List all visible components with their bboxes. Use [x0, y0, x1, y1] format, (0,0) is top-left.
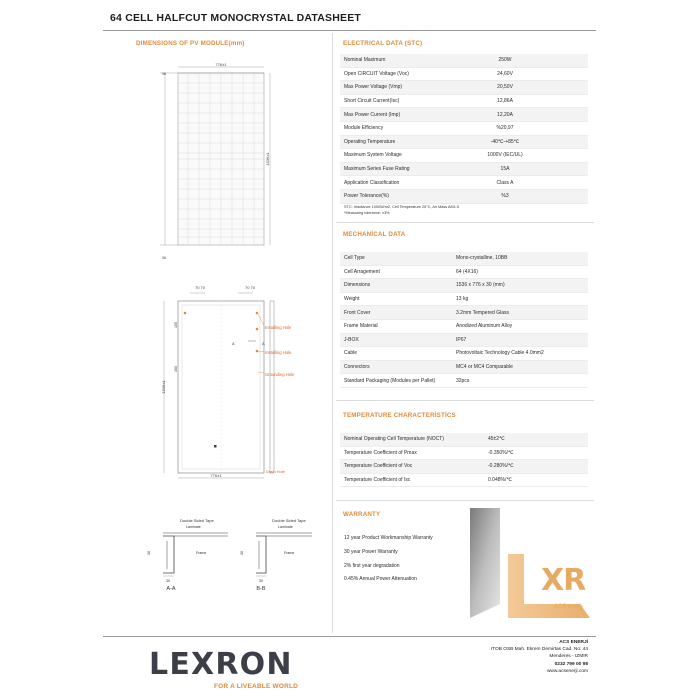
company-info: [491, 639, 588, 675]
list-item: 30 year Power Warranty: [344, 548, 398, 555]
front-view-drawing: [160, 62, 270, 260]
section-bb-laminate: Laminate: [278, 525, 293, 529]
datasheet-title: 64 CELL HALFCUT MONOCRYSTAL DATASHEET: [110, 12, 362, 24]
mechanical-section-title: MECHANİCAL DATA: [343, 231, 406, 238]
section-aa-height: 30: [147, 551, 151, 555]
front-width-label: 776±1: [215, 62, 227, 67]
section-divider: [336, 400, 594, 401]
table-row: Temperature Coefficient of Pmax -0.350%/℃: [340, 447, 588, 461]
back-top-right-dim: 70 70: [245, 285, 256, 290]
footer-divider: [103, 636, 596, 637]
table-row: Maximum Series Fuse Rating 15A: [340, 163, 588, 177]
section-aa-frame: Frame: [196, 551, 207, 555]
temperature-section-title: TEMPERATURE CHARACTERİSTİCS: [343, 412, 456, 419]
section-bb-frame: Frame: [284, 551, 295, 555]
section-aa-laminate: Laminate: [186, 525, 201, 529]
table-row: Temperature Coefficient of Isc 0.048%/℃: [340, 474, 588, 488]
table-row: Temperature Coefficient of Voc -0.280%/℃: [340, 460, 588, 474]
table-row: Cable Photovoltaic Technology Cable 4.0mm2: [340, 347, 588, 361]
warranty-section-title: WARRANTY: [343, 511, 381, 518]
table-row: Application Classification Class A: [340, 176, 588, 190]
company-address-1: ITOB OSB Mah. Ekrem Demirtas Cad. No: 44: [490, 647, 588, 653]
table-row: Max Power Current (Imp) 12,20A: [340, 108, 588, 122]
company-web[interactable]: www.acsenerji.com: [546, 668, 588, 674]
section-divider: [336, 500, 594, 501]
list-item: 12 year Product Workmanship Warranty: [344, 535, 433, 541]
section-bb-width: 30: [259, 579, 263, 583]
table-row: Power Tolerance(%) %3: [340, 190, 588, 204]
table-row: Maximum System Voltage 1000V (IEC/UL): [340, 149, 588, 163]
mechanical-table: [340, 252, 588, 388]
table-row: Cell Arragement 64 (4X16): [340, 266, 588, 280]
section-a-a-drawing: [147, 518, 228, 592]
header-divider: [103, 30, 596, 31]
temperature-table: [340, 433, 588, 487]
installing-hole-label-2: Installing Hole: [265, 350, 292, 355]
table-row: Max Power Voltage (Vmp) 20,50V: [340, 81, 588, 95]
electrical-table: [340, 54, 588, 204]
lexron-logo: LEXRON: [149, 647, 293, 682]
company-name: ACS ENERJİ: [559, 640, 588, 645]
section-bb-height: 30: [240, 551, 244, 555]
section-a-label-left: A: [232, 341, 235, 346]
grounding-hole-label: Grounding Hole: [265, 372, 295, 377]
section-divider: [336, 222, 594, 223]
table-row: Frame Material Anodized Aluminum Alloy: [340, 320, 588, 334]
section-aa-label: A-A: [166, 586, 176, 592]
list-item: 2% first year degradation: [344, 562, 400, 569]
table-row: Cell Type Mono-crystalline, 10BB: [340, 252, 588, 266]
xr-small-text: ACS enerji: [554, 604, 583, 610]
dim-105-label: 105: [174, 322, 178, 328]
electrical-section-title: ELECTRICAL DATA (STC): [343, 40, 423, 47]
back-width-label: 776±1: [210, 473, 222, 478]
list-item: 0.45% Annual Power Attenuation: [344, 576, 417, 583]
installing-hole-label-1: Installing Hole: [265, 325, 292, 330]
table-row: Weight 13 kg: [340, 293, 588, 307]
table-row: Module Efficiency %20,97: [340, 122, 588, 136]
table-row: Standard Packaging (Modules per Pallet) 32pcs: [340, 374, 588, 388]
module-drawings: [0, 33, 335, 638]
section-aa-width: 30: [166, 579, 170, 583]
back-height-label: 1536±1: [161, 380, 166, 394]
table-row: J-BOX IP67: [340, 334, 588, 348]
table-row: Operating Temperature -40℃-+85℃: [340, 136, 588, 150]
table-row: Dimensions 1536 x 776 x 30 (mm): [340, 279, 588, 293]
dimensions-section-title: DIMENSIONS OF PV MODULE(mm): [136, 40, 245, 47]
electrical-note: STC: Irradiance 1000W/m2, Cell Temperature 25°C, Air Mass AM1.5 *Measuring tolerance: ±3%: [344, 205, 459, 215]
section-b-b-drawing: [240, 518, 312, 592]
dim-350-label: 350: [174, 366, 178, 372]
section-aa-tape: Double Sided Tape: [180, 518, 214, 523]
back-top-left-dim: 70 70: [195, 285, 206, 290]
section-a-label-right: A: [262, 341, 265, 346]
section-bb-label: B-B: [256, 586, 266, 592]
warranty-list: [344, 535, 433, 590]
brand-tagline: FOR A LIVEABLE WORLD: [214, 683, 299, 690]
back-view-drawing: [161, 285, 295, 478]
front-height-label: 1536±1: [265, 152, 270, 166]
margin-bottom-label: 36: [162, 256, 166, 260]
section-bb-tape: Double Sided Tape: [272, 518, 306, 523]
table-row: Open CIRCUIT Voltage (Voc) 24,60V: [340, 68, 588, 82]
table-row: Nominal Operating Cell Temperature (NOCT) 45±2℃: [340, 433, 588, 447]
table-row: Nominal Maximum 250W: [340, 54, 588, 68]
xr-brand-text: XR: [541, 563, 586, 598]
table-row: Connectors MC4 or MC4 Comparable: [340, 361, 588, 375]
company-address-2: Menderes - IZMIR: [549, 654, 588, 660]
table-row: Short Circuit Current(Isc) 12,86A: [340, 95, 588, 109]
company-phone: 0232 799 00 98: [554, 661, 588, 667]
drain-hole-label: Drain Hole: [266, 469, 285, 474]
table-row: Front Cover 3.2mm Tempered Glass: [340, 306, 588, 320]
margin-top-label: 36: [162, 72, 166, 76]
